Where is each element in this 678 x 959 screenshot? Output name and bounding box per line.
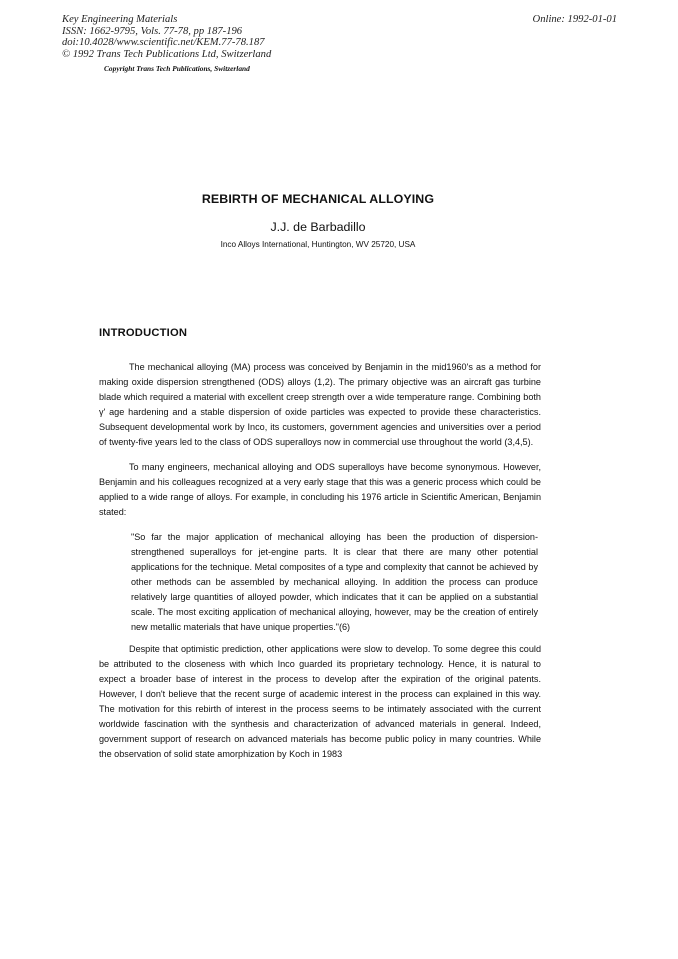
body-paragraph: Despite that optimistic prediction, other applications were slow to develop. To some degree this could be attributed to the closeness with which Inco guarded its proprietary technology. Hence, it is natural to expect a broader base of interest in the process to develop after the expiration of the original patents. However, I don't believe that the recent surge of academic interest in the process can explained in this way. The motivation for this rebirth of interest in the process seems to be intimately associated with the current worldwide fascination with the synthesis and characterization of advanced materials in general. Indeed, government support of research on advanced materials has become public policy in many countries. While the observation of solid state amorphization by Koch in 1983 (99, 644, 541, 759)
body-paragraph: To many engineers, mechanical alloying and ODS superalloys have become synonymous. However, Benjamin and his colleagues recognized at a very early stage that this was a generic process which could be applied to a wide range of alloys. For example, in concluding his 1976 article in Scientific American, Benjamin stated: (99, 462, 541, 517)
body-paragraph: The mechanical alloying (MA) process was conceived by Benjamin in the mid1960's as a method for making oxide dispersion strengthened (ODS) alloys (1,2). The primary objective was an aircraft gas turbine blade which required a material with excellent creep strength over a wide temperature range. Combining both γ' age hardening and a stable dispersion of oxide particles was expected to provide these characteristics. Subsequent developmental work by Inco, its customers, government agencies and universities over a period of twenty-five years led to the class of ODS superalloys now in commercial use throughout the world (3,4,5). (99, 362, 541, 447)
journal-issn: ISSN: 1662-9795, Vols. 77-78, pp 187-196 (62, 25, 243, 37)
journal-copyright-line: © 1992 Trans Tech Publications Ltd, Switzerland (62, 48, 272, 60)
author-affiliation: Inco Alloys International, Huntington, WV 25720, USA (220, 240, 416, 249)
block-quote: "So far the major application of mechanical alloying has been the production of dispersion-strengthened superalloys for jet-engine parts. It is clear that there are many other potential applications for the technique. Metal composites of a type and complexity that cannot be achieved by other methods can be assembled by mechanical alloying. In addition the process can produce relatively large quantities of alloyed powder, which indicates that it can be applied on a substantial scale. The most exciting application of mechanical alloying, however, may be the creation of entirely new metallic materials that have unique properties."(6) (131, 532, 538, 632)
online-date: Online: 1992-01-01 (532, 14, 617, 25)
copyright-stamp: Copyright Trans Tech Publications, Switzerland (104, 64, 250, 73)
section-heading: INTRODUCTION (99, 327, 188, 339)
article-title: REBIRTH OF MECHANICAL ALLOYING (201, 192, 435, 206)
journal-header (62, 14, 271, 60)
article-body (99, 360, 541, 772)
journal-name: Key Engineering Materials (62, 14, 178, 25)
journal-doi: doi:10.4028/www.scientific.net/KEM.77-78.187 (62, 37, 265, 49)
article-author: J.J. de Barbadillo (270, 220, 366, 234)
